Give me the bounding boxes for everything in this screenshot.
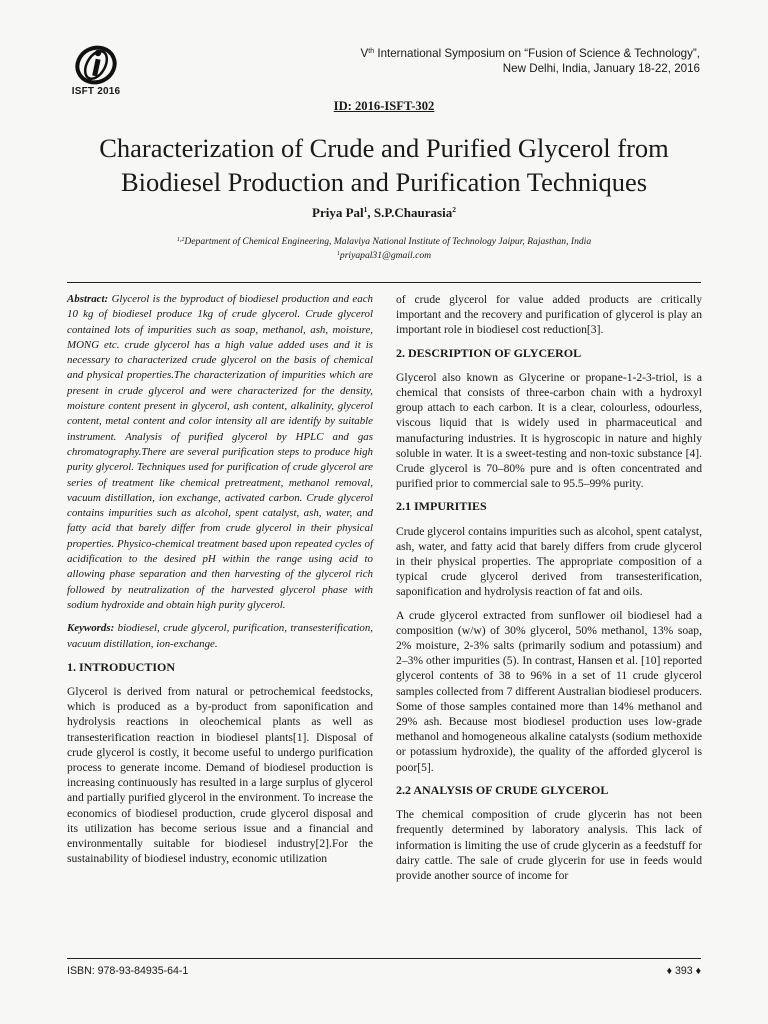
introduction-continued: of crude glycerol for value added products are critically important and the recovery and purification of glycerol is play an important role in biodiesel cost reduction[3]. bbox=[396, 293, 702, 337]
conference-line-2: New Delhi, India, January 18-22, 2016 bbox=[502, 62, 700, 75]
section-heading-analysis: 2.2 ANALYSIS OF CRUDE GLYCEROL bbox=[396, 782, 609, 797]
title-line-2: Biodiesel Production and Purification Techniques bbox=[120, 167, 648, 197]
conference-header bbox=[361, 44, 700, 76]
email-mark: 1 bbox=[336, 251, 340, 257]
paper-title bbox=[40, 131, 728, 199]
author-1-affiliation-mark: 1 bbox=[363, 205, 368, 214]
affiliation-text: Department of Chemical Engineering, Malaviya National Institute of Technology Jaipur, Rajasthan, India bbox=[184, 236, 592, 247]
abstract-label: Abstract: bbox=[67, 293, 109, 305]
isbn: ISBN: 978-93-84935-64-1 bbox=[67, 965, 189, 977]
header-rule bbox=[67, 282, 701, 283]
author-email[interactable]: priyapal31@gmail.com bbox=[339, 250, 432, 261]
analysis-paragraph: The chemical composition of crude glycerin has not been frequently determined by laboratory analysis. This lack of information is limiting the use of crude glycerin as a feedstuff for dairy cattle. The sale of crude glycerin for use in feeds would provide another source of income for bbox=[396, 808, 702, 882]
left-column bbox=[67, 292, 373, 874]
isft-logo-icon bbox=[73, 43, 119, 87]
impurities-paragraph-1: Crude glycerol contains impurities such as alcohol, spent catalyst, ash, water, and fatty acid that barely differs from crude glycerol in their physical properties. The appropriate composition of a typical crude glycerol derived from transesterification, saponification and hydrolysis reaction of fat and oils. bbox=[396, 524, 702, 599]
footer-rule bbox=[67, 958, 701, 959]
impurities-paragraph-2: A crude glycerol extracted from sunflower oil biodiesel had a composition (w/w) of 30% glycerol, 50% methanol, 13% soap, 2% moisture, 2-3% salts (primarily sodium and potassium) and 2–3% other impurities (5). In contrast, Hansen et al. [10] reported glycerol contents of 38 to 96% in a set of 11 crude glycerol samples collected from 7 different Australian biodiesel producers. Some of those samples contained more than 14% methanol and 29% ash. Because most biodiesel production uses low-grade methanol and homogeneous alkaline catalysts (sodium methoxide or potassium hydroxide), the quality of the afforded glycerol is poor[5]. bbox=[396, 608, 702, 774]
paper-id: ID: 2016-ISFT-302 bbox=[333, 99, 435, 113]
abstract bbox=[67, 292, 373, 613]
page-number: ♦ 393 ♦ bbox=[666, 965, 701, 977]
section-heading-introduction: 1. INTRODUCTION bbox=[67, 659, 176, 674]
conf-name: International Symposium on “Fusion of Science & Technology”, bbox=[374, 47, 700, 60]
section-heading-description: 2. DESCRIPTION OF GLYCEROL bbox=[396, 345, 582, 360]
affiliation bbox=[0, 234, 768, 262]
affiliation-line bbox=[0, 234, 768, 248]
author-separator: , bbox=[367, 205, 374, 220]
conf-ordinal-suffix: th bbox=[368, 48, 375, 55]
conference-line-1 bbox=[361, 44, 700, 61]
conf-ordinal: V bbox=[360, 47, 369, 60]
author-1: Priya Pal bbox=[312, 205, 364, 220]
section-heading-impurities: 2.1 IMPURITIES bbox=[396, 499, 487, 514]
description-paragraph: Glycerol also known as Glycerine or propane-1-2-3-triol, is a chemical that consists of three-carbon chain with a hydroxyl group attach to each carbon. It is a clear, colourless, odourless, viscous liquid that is widely used in pharmaceutical and manufacturing industries. It is hygroscopic in nature and highly soluble in water. It is a sweet-testing and non-toxic substance [4]. Crude glycerol is 70–80% pure and is often concentrated and purified prior to commercial sale to 95.5–99% purity. bbox=[396, 370, 702, 491]
email-line bbox=[0, 248, 768, 262]
authors bbox=[0, 205, 768, 221]
logo-caption: ISFT 2016 bbox=[71, 86, 121, 97]
author-2-affiliation-mark: 2 bbox=[452, 205, 456, 214]
keywords-label: Keywords: bbox=[67, 622, 115, 635]
affiliation-mark: 1,2 bbox=[176, 237, 185, 243]
author-2: S.P.Chaurasia bbox=[373, 205, 453, 220]
keywords-text: biodiesel, crude glycerol, purification, transesterification, vacuum distillation, ion-exchange. bbox=[67, 622, 373, 650]
keywords bbox=[67, 621, 373, 652]
isft-logo bbox=[68, 43, 124, 97]
right-column bbox=[396, 292, 702, 891]
introduction-paragraph: Glycerol is derived from natural or petrochemical feedstocks, which is produced as a by-product from saponification and hydrolysis reactions in oleochemical plants as well as transesterification reaction in biodiesel plants[1]. Disposal of crude glycerol is costly, it become useful to undergo purification process to generate income. Demand of biodiesel production is increasing continuously has resulted in a large surplus of glycerol and partially purified glycerol in the environment. To increase the economics of biodiesel production, crude glycerol disposal and its utilization has become serious issue and a financial and environmentally suitable for biodiesel industry[2].For the sustainability of biodiesel industry, economic utilization bbox=[67, 685, 373, 866]
abstract-text: Glycerol is the byproduct of biodiesel production and each 10 kg of biodiesel produce 1kg of crude glycerol. Crude glycerol contained lots of impurities such as soap, methanol, ash, moisture, MONG etc. crude glycerol has a high value added uses and it is necessary to characterized crude glycerol on the basis of chemical and physical properties.The characterization of impurities which are present in crude glycerol and were characterized for the density, moisture content present in glycerol, ash content, alkalinity, glycerol content, metal content and color intensity all are identify by suitable instrument. Analysis of purified glycerol by HPLC and gas chromatography.There are several purification steps to produce high purity glycerol. Techniques used for purification of crude glycerol are series of treatment like chemical pretreatment, methanol removal, vacuum distillation, ion exchange, activated carbon. Crude glycerol contains impurities such as alcohol, spent catalyst, ash, water, and fatty acid that barely differ from crude glycerol in their physical properties. Physico-chemical treatment based upon repeated cycles of acidification to the desired pH within the range using acid to allowing phase separation and then harvesting of the glycerol rich followed by neutralization of the harvested glycerol phase with sodium hydroxide and obtain high purity glycerol. bbox=[67, 293, 373, 611]
title-line-1: Characterization of Crude and Purified Glycerol from bbox=[99, 133, 669, 163]
